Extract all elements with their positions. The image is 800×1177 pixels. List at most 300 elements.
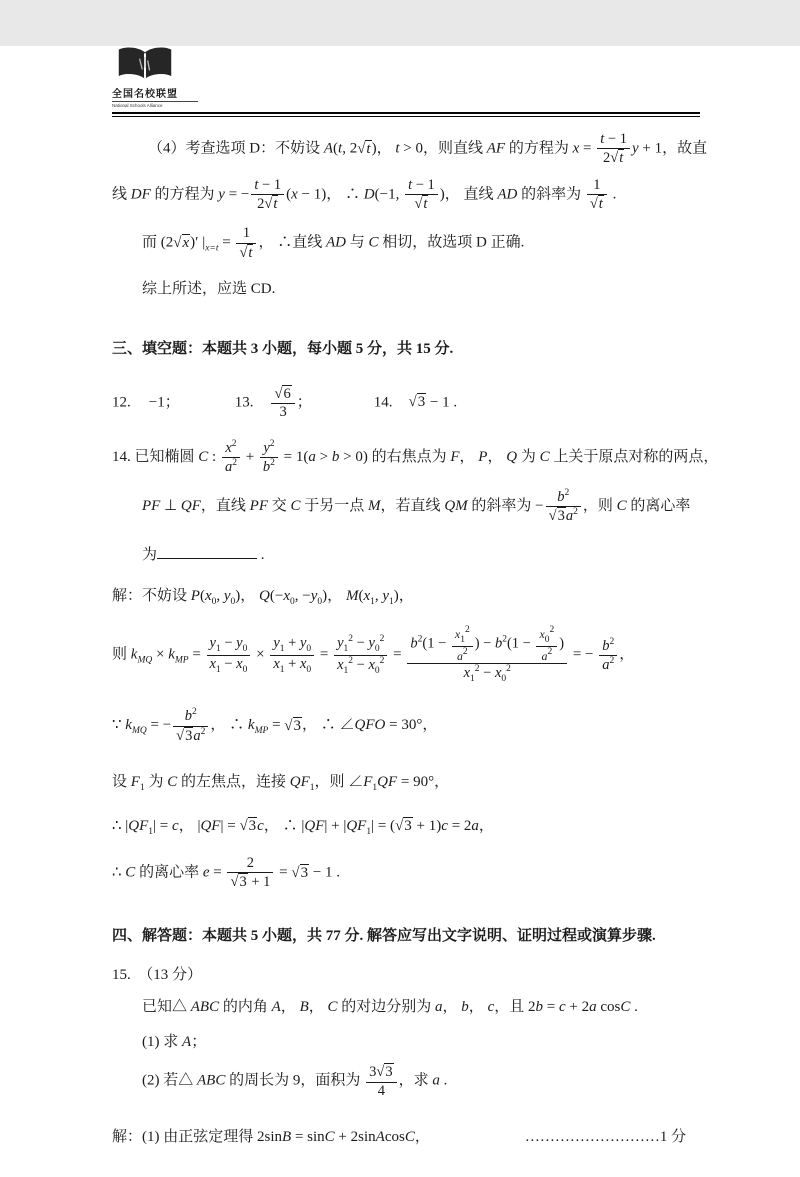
subscript: 0: [374, 643, 380, 654]
math-text: − 1 .: [426, 394, 458, 411]
math-text: 6: [283, 385, 291, 402]
math-text: 13.: [234, 394, 254, 411]
math-text: ×: [152, 646, 169, 663]
text-run: ，: [468, 999, 488, 1016]
option-d-analysis-line-2: [112, 177, 704, 213]
square-root: [414, 195, 428, 213]
math-text: −1；: [148, 394, 180, 411]
text-run: ，则直线: [423, 140, 487, 157]
math-variable: b: [410, 635, 418, 652]
math-text: −: [479, 665, 495, 682]
text-run: 的右焦点为: [367, 448, 451, 465]
math-variable: y: [236, 634, 243, 651]
text-run: 的周长为 9，面积为: [225, 1072, 365, 1089]
math-variable: B: [299, 999, 309, 1016]
math-variable: a: [565, 508, 574, 525]
fraction-denominator: [407, 664, 567, 685]
text-run: ，求: [398, 1072, 433, 1089]
math-variable: a: [456, 649, 463, 664]
math-text: (: [286, 186, 292, 203]
math-variable: k: [130, 646, 138, 663]
math-variable: M: [368, 498, 381, 515]
math-text: + 1: [638, 140, 663, 157]
subscript: 0: [290, 596, 295, 607]
fraction: [597, 131, 630, 167]
math-text: −: [535, 498, 544, 515]
text-run: ，: [619, 646, 635, 663]
text-run: ，若直线: [380, 498, 445, 515]
math-text: (1): [142, 1033, 164, 1050]
logo-title: 全国名校联盟: [112, 89, 178, 100]
fraction-denominator: [173, 727, 208, 745]
radical-sign: √: [357, 140, 366, 157]
math-text: − 1 .: [309, 864, 341, 881]
math-variable: c: [172, 817, 179, 834]
math-variable: C: [327, 999, 338, 1016]
math-variable: P: [190, 587, 200, 604]
fraction: [599, 637, 617, 674]
superscript: 2: [573, 507, 578, 518]
math-text: > 0: [399, 140, 423, 157]
math-text: =: [389, 646, 406, 663]
radicand: [247, 244, 253, 262]
math-variable: C: [368, 234, 379, 251]
text-run: ，则 ∠: [314, 773, 364, 790]
subscript: 0: [230, 596, 236, 607]
superscript: 2: [379, 655, 385, 666]
spacer: [131, 405, 149, 406]
fraction: [366, 1063, 396, 1099]
math-variable: c: [487, 999, 495, 1016]
text-run: ，: [376, 140, 396, 157]
math-text: (: [199, 587, 205, 604]
math-variable: a: [435, 999, 443, 1016]
math-variable: ABC: [190, 999, 220, 1016]
text-run: 直线: [292, 234, 326, 251]
fraction-numerator: [271, 385, 294, 404]
superscript: 2: [502, 634, 507, 645]
math-text: =: [218, 234, 235, 251]
fraction: [251, 177, 284, 213]
math-variable: a: [589, 999, 597, 1016]
math-variable: QF: [377, 773, 398, 790]
math-text: 15.: [112, 966, 131, 983]
text-run: ，: [240, 587, 260, 604]
fraction-denominator: [405, 195, 438, 213]
math-text: + 1: [247, 874, 271, 891]
square-root: [590, 195, 604, 213]
math-variable: x: [463, 665, 471, 682]
radicand: [557, 507, 566, 525]
text-run: ，: [263, 817, 283, 834]
math-text: ): [439, 186, 445, 203]
math-text: − 1): [297, 186, 327, 203]
text-run: ，: [308, 999, 328, 1016]
text-run: 四、解答题：本题共 5 小题，共 77 分. 解答应写出文字说明、证明过程或演算步骤.: [112, 928, 656, 945]
radical-sign: √: [291, 864, 300, 881]
superscript: 2: [417, 634, 423, 645]
math-variable: C: [167, 773, 178, 790]
math-variable: DF: [130, 186, 151, 203]
math-variable: x: [337, 656, 344, 673]
radical-sign: √: [274, 385, 283, 402]
math-variable: t: [366, 140, 371, 157]
math-variable: x: [363, 587, 371, 604]
header: [112, 46, 198, 108]
math-text: ∴ |: [282, 817, 305, 834]
math-text: | =: [220, 817, 240, 834]
math-text: | + |: [324, 817, 347, 834]
spacer: [253, 405, 269, 406]
superscript: 2: [564, 488, 570, 499]
subscript: 1: [366, 826, 372, 837]
text-run: ，: [280, 999, 300, 1016]
math-variable: a: [602, 656, 610, 673]
math-text: 2: [528, 999, 536, 1016]
text-run: 的离心率: [135, 864, 203, 881]
math-text: , −: [294, 587, 311, 604]
math-variable: k: [168, 646, 175, 663]
math-text: = 2: [447, 817, 472, 834]
radical-sign: √: [176, 727, 185, 744]
math-text: =: [275, 864, 292, 881]
superscript: 2: [348, 633, 354, 644]
text-run: 的斜率为: [467, 498, 536, 515]
subscript: 1: [370, 596, 375, 607]
math-text: ): [322, 587, 328, 604]
math-text: =: [188, 646, 205, 663]
math-text: = −: [146, 717, 172, 734]
math-text: = 30°: [385, 717, 423, 734]
text-run: ，且: [494, 999, 528, 1016]
superscript: 2: [232, 457, 237, 468]
math-variable: a: [471, 817, 479, 834]
math-variable: c: [441, 817, 448, 834]
math-text: ,: [216, 587, 224, 604]
problem-14-line-2: [112, 488, 704, 525]
text-run: 的方程为: [505, 140, 573, 157]
text-run: ，: [178, 817, 198, 834]
math-text: (: [358, 587, 364, 604]
text-run: 相切，故选项 D 正确.: [378, 234, 525, 251]
math-variable: QF: [346, 817, 367, 834]
math-text: | =: [153, 817, 173, 834]
math-text: =: [268, 717, 285, 734]
fraction-denominator: [270, 656, 314, 676]
math-variable: C: [198, 448, 209, 465]
math-text: −: [220, 634, 237, 651]
math-text: = −: [569, 646, 598, 663]
math-variable: F: [363, 773, 373, 790]
fraction-numerator: [173, 707, 208, 726]
math-text: 2: [246, 855, 255, 872]
math-variable: t: [408, 177, 413, 194]
superscript: 2: [506, 664, 511, 675]
subscript: 1: [148, 826, 154, 837]
document-lines: [112, 131, 719, 1148]
text-run: （13 分）: [130, 966, 203, 983]
text-run: ，: [442, 999, 462, 1016]
fraction: [173, 707, 208, 744]
math-variable: x: [368, 656, 375, 673]
math-variable: QF: [200, 817, 221, 834]
subscript: 1: [215, 643, 221, 654]
square-root: [230, 873, 247, 891]
fraction-denominator: [251, 195, 284, 213]
radical-sign: √: [239, 817, 248, 834]
fraction: [227, 855, 273, 891]
math-variable: C: [620, 999, 631, 1016]
subscript: MQ: [131, 726, 147, 737]
math-variable: x: [273, 655, 280, 672]
subscript: 1: [215, 664, 221, 675]
fraction-numerator: [599, 637, 617, 656]
math-variable: C: [125, 864, 136, 881]
text-run: ；: [191, 1033, 207, 1050]
math-variable: e: [202, 864, 210, 881]
superscript: 2: [547, 647, 553, 658]
radicand: [282, 385, 291, 403]
math-text: −: [353, 634, 369, 651]
fraction-numerator: [334, 634, 387, 656]
math-text: 2: [602, 150, 611, 167]
math-variable: A: [182, 1033, 192, 1050]
math-text: +: [241, 448, 258, 465]
fraction-numerator: [222, 439, 240, 458]
math-text: =: [579, 140, 596, 157]
math-variable: P: [478, 448, 488, 465]
spacer: [392, 405, 408, 406]
math-text: +: [284, 655, 300, 672]
math-text: −: [353, 656, 369, 673]
square-root: [264, 195, 278, 213]
radical-sign: √: [610, 150, 619, 167]
fraction: [546, 488, 581, 525]
math-text: )′ |: [190, 234, 206, 251]
square-root: [274, 385, 291, 403]
superscript: 2: [379, 633, 385, 644]
text-run: 三、填空题：本题共 3 小题，每小题 5 分，共 15 分.: [112, 341, 454, 358]
fraction-denominator: [227, 873, 273, 891]
math-text: , 2: [342, 140, 358, 157]
math-text: ；: [296, 394, 312, 411]
math-variable: y: [218, 186, 225, 203]
math-variable: F: [450, 448, 460, 465]
math-variable: C: [616, 498, 627, 515]
subscript: 0: [242, 664, 248, 675]
option-d-analysis-line-3: [112, 225, 704, 261]
fraction-denominator: [599, 656, 617, 674]
radicand: [403, 817, 413, 835]
text-run: ，: [326, 186, 345, 203]
text-run: ， 直线: [444, 186, 498, 203]
text-run: 的对边分别为: [337, 999, 436, 1016]
text-run: 为: [517, 448, 540, 465]
math-variable: t: [598, 196, 603, 213]
math-text: ) −: [474, 635, 495, 652]
superscript: 2: [348, 655, 354, 666]
math-text: 2sin: [257, 1128, 283, 1145]
math-variable: x: [454, 627, 461, 642]
fraction-denominator: [366, 1083, 396, 1100]
square-root: [284, 717, 302, 735]
superscript: 2: [192, 707, 197, 718]
math-variable: y: [263, 439, 270, 456]
fraction: [207, 635, 251, 676]
math-text: .: [257, 547, 265, 564]
subscript: 1: [343, 643, 349, 654]
section-3-heading: [112, 338, 704, 361]
square-root: [610, 149, 624, 167]
math-text: > 0): [339, 448, 368, 465]
subscript: MP: [254, 726, 269, 737]
math-variable: b: [557, 489, 565, 506]
radical-sign: √: [395, 817, 404, 834]
text-run: 为: [144, 773, 168, 790]
radicand: [417, 393, 427, 411]
fraction-numerator: [597, 131, 630, 149]
radicand: [618, 149, 624, 167]
math-text: − 1: [412, 177, 435, 194]
text-run: 线: [112, 186, 131, 203]
subscript: MQ: [137, 655, 153, 666]
math-variable: x: [572, 140, 580, 157]
math-variable: B: [282, 1128, 292, 1145]
radicand: [422, 195, 428, 213]
solution-15-step-1-line: [112, 1126, 704, 1149]
left-focus-line: [112, 771, 704, 795]
math-variable: C: [539, 448, 550, 465]
math-text: (1 −: [422, 635, 450, 652]
math-text: + 1): [412, 817, 442, 834]
math-text: 3: [417, 394, 426, 411]
math-text: ×: [252, 646, 269, 663]
math-variable: x: [283, 587, 291, 604]
math-text: 4: [377, 1082, 385, 1099]
math-text: = −: [224, 186, 250, 203]
subscript: 1: [139, 782, 145, 793]
math-text: ∴: [112, 864, 126, 881]
math-text: 3: [557, 508, 565, 525]
math-text: ∴: [345, 186, 364, 203]
math-text: ∴ |: [112, 817, 129, 834]
text-run: 求: [163, 1033, 183, 1050]
math-text: 1: [242, 225, 251, 242]
math-text: 3: [369, 1064, 377, 1081]
fraction-numerator: [270, 635, 314, 656]
math-variable: k: [247, 717, 255, 734]
fraction-denominator: [271, 404, 294, 421]
subscript: 1: [309, 782, 315, 793]
text-run: ，则: [582, 498, 617, 515]
text-run: ，故直: [662, 140, 708, 157]
fraction-numerator: [366, 1063, 396, 1082]
math-variable: x: [236, 655, 243, 672]
superscript: 2: [474, 664, 480, 675]
math-variable: y: [337, 634, 344, 651]
math-text: (2: [160, 234, 174, 251]
text-run: 1 分: [659, 1128, 687, 1145]
text-run: 解：(1) 由正弦定理得: [112, 1128, 257, 1145]
math-variable: x: [182, 234, 190, 251]
subscript: 0: [306, 643, 312, 654]
math-text: ∴: [277, 234, 293, 251]
answer-blank: [157, 543, 257, 559]
radicand: [272, 195, 278, 213]
square-root: [395, 817, 413, 835]
fraction: [405, 177, 438, 213]
radical-sign: √: [548, 508, 557, 525]
logo-subtitle: National Schools Alliance: [112, 101, 198, 108]
math-text: ⊥: [160, 498, 181, 515]
radical-sign: √: [414, 196, 423, 213]
radicand: [300, 864, 310, 882]
problem-14-line-1: [112, 438, 719, 476]
text-run: 已知椭圆: [130, 448, 199, 465]
math-text: 3: [185, 727, 193, 744]
math-text: ): [235, 587, 241, 604]
math-variable: y: [631, 140, 639, 157]
fraction-numerator: [452, 625, 473, 647]
fraction-denominator: [452, 647, 473, 663]
math-text: −: [220, 655, 237, 672]
fraction: [587, 177, 607, 213]
radical-sign: √: [589, 196, 598, 213]
solution-14-setup-line: [112, 585, 704, 609]
exam-solution-page: [0, 46, 800, 1177]
fraction-denominator: [587, 195, 607, 213]
math-text: +: [284, 634, 300, 651]
math-variable: a: [541, 649, 548, 664]
math-variable: x: [291, 186, 298, 203]
text-run: 上关于原点对称的两点，: [549, 448, 719, 465]
math-text: − 1: [604, 131, 627, 147]
subscript: 1: [460, 635, 465, 646]
math-variable: b: [262, 458, 271, 475]
square-root: [239, 817, 257, 835]
math-variable: QFO: [354, 717, 386, 734]
math-text: (: [333, 140, 339, 157]
slope-product-formula-line: [112, 625, 704, 685]
math-text: =: [543, 999, 559, 1016]
subscript: x=t: [205, 243, 219, 254]
fraction-denominator: [536, 647, 557, 663]
fraction: [334, 634, 387, 677]
text-run: ，: [414, 1128, 430, 1145]
math-variable: a: [432, 1072, 440, 1089]
radical-sign: √: [239, 244, 248, 261]
text-run: 的斜率为: [517, 186, 585, 203]
radical-sign: √: [230, 874, 239, 891]
text-run: 的左焦点，连接: [177, 773, 290, 790]
math-text: ): [559, 635, 565, 652]
subscript: 1: [279, 643, 285, 654]
math-variable: C: [324, 1128, 335, 1145]
section-4-heading: [112, 925, 704, 948]
math-text: = sin: [291, 1128, 325, 1145]
math-variable: x: [209, 655, 216, 672]
text-run: 若△: [163, 1072, 198, 1089]
text-run: 设: [112, 773, 131, 790]
superscript: 2: [609, 636, 615, 647]
problem-15-given-line: [112, 996, 704, 1019]
math-text: ): [371, 140, 377, 157]
math-variable: PF: [249, 498, 268, 515]
math-text: 14.: [112, 448, 131, 465]
text-run: 交: [268, 498, 291, 515]
math-text: (−1,: [374, 186, 404, 203]
math-variable: t: [273, 196, 278, 213]
